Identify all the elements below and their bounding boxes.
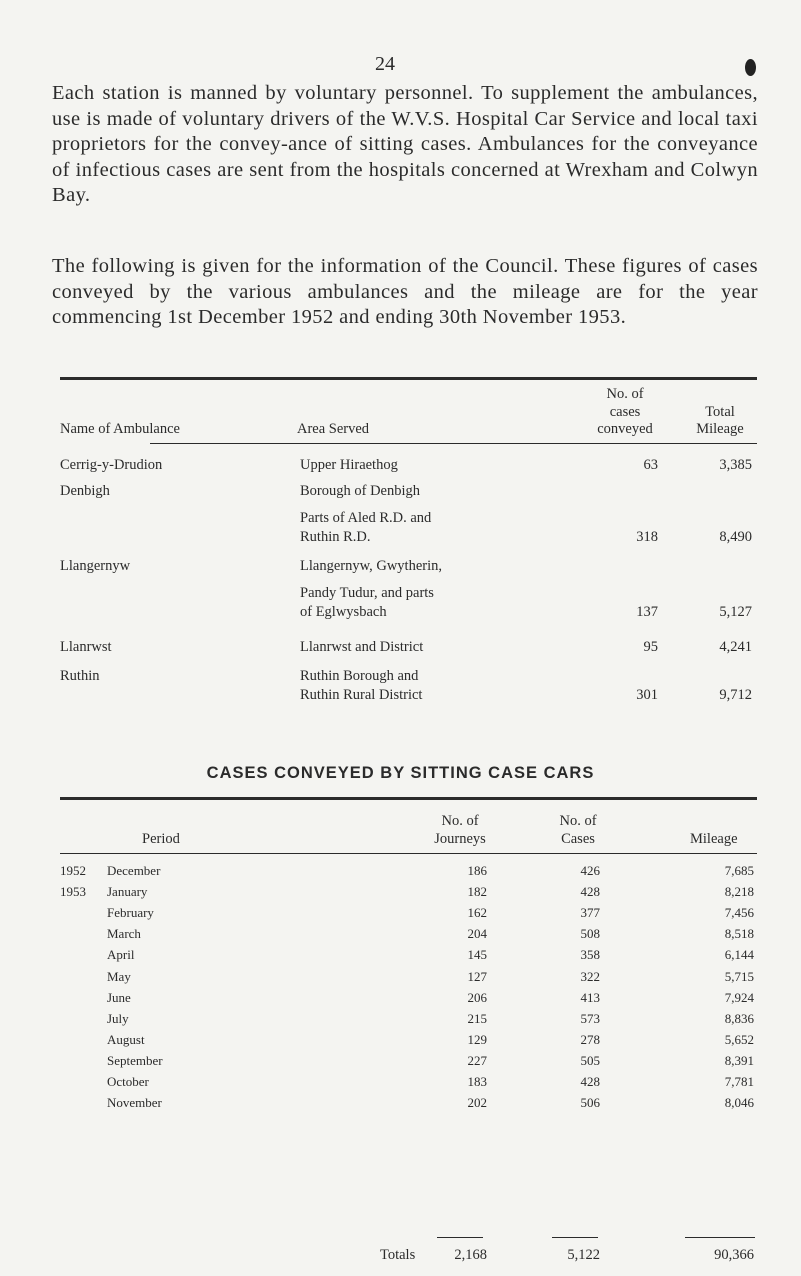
cases-value: 278 xyxy=(580,1031,600,1047)
period-month: July xyxy=(107,1010,129,1026)
cases-value: 508 xyxy=(580,926,600,942)
header-cases-line1: No. of xyxy=(606,386,644,402)
period-month: March xyxy=(107,926,141,942)
header-cases-line2: cases xyxy=(609,404,641,420)
period-month: April xyxy=(107,947,135,963)
mileage-value: 6,144 xyxy=(724,947,754,963)
area-line: Ruthin Rural District xyxy=(300,687,423,703)
header-journeys-line2: Journeys xyxy=(434,831,486,847)
header-journeys-line1: No. of xyxy=(441,813,479,829)
totals-journeys: 2,168 xyxy=(454,1247,487,1263)
totals-label: Totals xyxy=(380,1247,416,1263)
sitting-cases-title: CASES CONVEYED BY SITTING CASE CARS xyxy=(206,764,595,782)
area-line: Pandy Tudur, and parts xyxy=(300,585,434,601)
ambulance-name: Cerrig-y-Drudion xyxy=(60,457,163,473)
mileage-value: 9,712 xyxy=(719,687,752,703)
journeys-value: 129 xyxy=(467,1031,487,1047)
header-mileage-line1: Total xyxy=(705,404,735,420)
journeys-value: 202 xyxy=(467,1095,487,1111)
cases-value: 318 xyxy=(636,529,658,545)
ambulance-name: Llangernyw xyxy=(60,558,131,574)
period-month: October xyxy=(107,1074,149,1089)
area-line: Ruthin Borough and xyxy=(300,668,419,684)
period-year: 1952 xyxy=(60,863,86,878)
paragraph-figures-intro: The following is given for the information of the Council. These figures of cases conveyed by the various ambulances and the mileage are for the year commencing 1st December 1952 and ending 30th November 1953. xyxy=(52,255,758,328)
mileage-value: 5,715 xyxy=(724,968,754,984)
header-cases-line2: Cases xyxy=(561,831,595,847)
mileage-value: 8,518 xyxy=(724,926,754,942)
area-line: Upper Hiraethog xyxy=(300,457,398,473)
cases-value: 413 xyxy=(580,989,600,1005)
mileage-value: 3,385 xyxy=(719,457,752,473)
header-mileage-line2: Mileage xyxy=(696,421,744,437)
period-month: May xyxy=(107,968,131,984)
mileage-value: 8,836 xyxy=(724,1010,754,1026)
table-top-rule xyxy=(60,377,757,380)
journeys-value: 206 xyxy=(467,989,487,1005)
journeys-value: 162 xyxy=(467,905,487,921)
cases-value: 428 xyxy=(580,884,600,900)
mileage-value: 5,127 xyxy=(719,604,752,620)
period-year: 1953 xyxy=(60,884,86,900)
header-period: Period xyxy=(142,831,180,847)
cases-value: 95 xyxy=(643,639,658,655)
cases-value: 322 xyxy=(580,968,600,984)
mileage-value: 7,456 xyxy=(724,905,754,921)
cases-value: 63 xyxy=(643,457,658,473)
area-line: Llanrwst and District xyxy=(300,639,424,655)
period-month: August xyxy=(107,1031,145,1047)
totals-mileage: 90,366 xyxy=(714,1247,754,1263)
totals-cases: 5,122 xyxy=(567,1247,600,1263)
header-bottom-rule xyxy=(150,443,757,444)
page-number: 24 xyxy=(375,53,395,75)
cases-value: 573 xyxy=(580,1010,600,1026)
period-month: June xyxy=(107,989,131,1005)
area-line: Parts of Aled R.D. and xyxy=(300,510,432,526)
mileage-value: 7,685 xyxy=(724,863,754,878)
journeys-value: 183 xyxy=(467,1074,487,1089)
mileage-sum-line xyxy=(685,1237,755,1238)
cases-value: 426 xyxy=(580,863,600,878)
cases-value: 428 xyxy=(580,1074,600,1089)
mileage-value: 4,241 xyxy=(719,639,752,655)
cases-value: 505 xyxy=(580,1052,600,1068)
table-top-rule xyxy=(60,797,757,800)
period-month: November xyxy=(107,1095,162,1111)
cases-value: 506 xyxy=(580,1095,600,1111)
mileage-value: 5,652 xyxy=(724,1031,754,1047)
header-mileage: Mileage xyxy=(690,831,738,847)
ambulance-name: Ruthin xyxy=(60,668,100,684)
journeys-value: 227 xyxy=(467,1052,487,1068)
journeys-sum-line xyxy=(437,1237,483,1238)
paragraph-ambulance-staffing: Each station is manned by voluntary personnel. To supplement the ambulances, use is made of voluntary drivers of the W.V.S. Hospital Car Service and local taxi proprietors for the convey-ance of sitting cases. Ambulances for the conveyance of infectious cases are sent from the hospitals concerned at Wrexham and Colwyn Bay. xyxy=(52,82,758,206)
ink-blot xyxy=(745,59,756,76)
area-line: Borough of Denbigh xyxy=(300,483,421,499)
ambulance-name: Llanrwst xyxy=(60,639,112,655)
header-area-served: Area Served xyxy=(297,421,370,437)
cases-value: 301 xyxy=(636,687,658,703)
header-cases-line3: conveyed xyxy=(597,421,653,437)
period-month: February xyxy=(107,905,154,921)
mileage-value: 8,391 xyxy=(724,1052,754,1068)
period-month: January xyxy=(107,884,148,900)
period-month: December xyxy=(107,863,161,878)
header-cases-line1: No. of xyxy=(559,813,597,829)
cases-value: 358 xyxy=(580,947,600,963)
mileage-value: 8,490 xyxy=(719,529,752,545)
journeys-value: 186 xyxy=(467,863,487,878)
header-bottom-rule xyxy=(60,853,757,854)
journeys-value: 215 xyxy=(467,1010,487,1026)
journeys-value: 127 xyxy=(467,968,487,984)
area-line: Ruthin R.D. xyxy=(300,529,371,545)
cases-value: 137 xyxy=(636,604,658,620)
header-ambulance-name: Name of Ambulance xyxy=(60,421,180,437)
cases-value: 377 xyxy=(580,905,600,921)
period-month: September xyxy=(107,1052,163,1068)
mileage-value: 7,924 xyxy=(724,989,754,1005)
area-line: Llangernyw, Gwytherin, xyxy=(300,558,443,574)
mileage-value: 8,218 xyxy=(724,884,754,900)
ambulance-name: Denbigh xyxy=(60,483,110,499)
cases-sum-line xyxy=(552,1237,598,1238)
area-line: of Eglwysbach xyxy=(300,604,387,620)
journeys-value: 204 xyxy=(467,926,487,942)
journeys-value: 145 xyxy=(467,947,487,963)
mileage-value: 8,046 xyxy=(724,1095,754,1111)
journeys-value: 182 xyxy=(467,884,487,900)
mileage-value: 7,781 xyxy=(724,1074,754,1089)
